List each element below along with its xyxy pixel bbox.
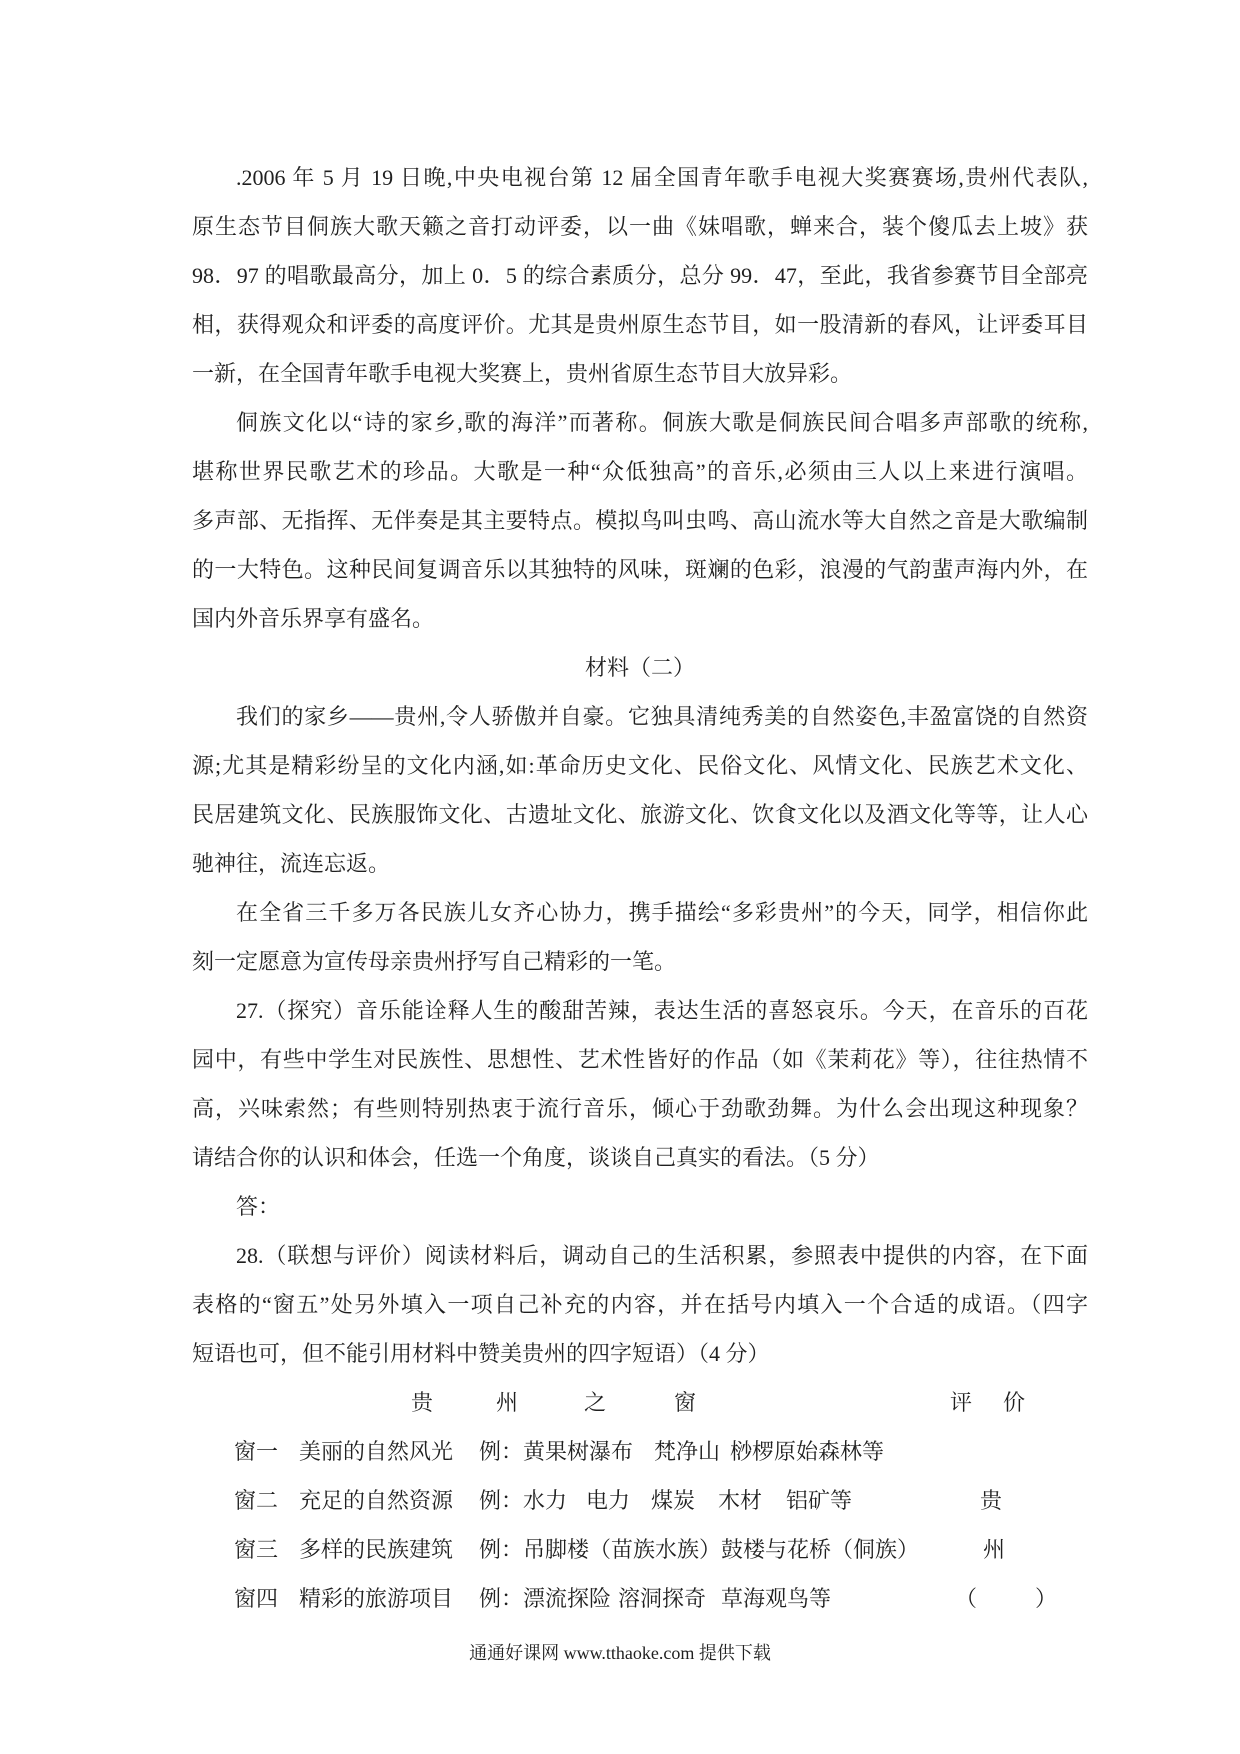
table-header-title-char: 贵 [411,1390,434,1415]
row-example: 梵净山 [654,1439,721,1464]
evaluation-blank-open: （ [955,1586,978,1611]
paragraph-line: 堪称世界民歌艺术的珍品。大歌是一种“众低独高”的音乐,必须由三人以上来进行演唱。 [192,459,1088,484]
paragraph-line: 我们的家乡——贵州,令人骄傲并自豪。它独具清纯秀美的自然姿色,丰盈富饶的自然资 [236,704,1088,729]
table-row [0,1476,1240,1525]
row-example: 电力 [586,1488,631,1513]
row-example: 例：水力 [479,1488,568,1513]
table-header-title-char: 州 [496,1390,519,1415]
table-header-evaluation-char: 评 [950,1390,973,1415]
paragraph-line: 相，获得观众和评委的高度评价。尤其是贵州原生态节目，如一股清新的春风，让评委耳目 [192,312,1088,337]
paragraph-line: 侗族文化以“诗的家乡,歌的海洋”而著称。侗族大歌是侗族民间合唱多声部歌的统称, [236,410,1088,435]
row-example: 草海观鸟等 [721,1586,832,1611]
paragraph-line: 在全省三千多万各民族儿女齐心协力，携手描绘“多彩贵州”的今天，同学，相信你此 [236,900,1088,925]
text-body [192,153,1088,1378]
row-evaluation: 州 [983,1537,1006,1562]
paragraph-line: 国内外音乐界享有盛名。 [192,606,435,631]
question-27-line: 高，兴味索然；有些则特别热衷于流行音乐，倾心于劲歌劲舞。为什么会出现这种现象？ [192,1096,1088,1121]
table-header [0,1378,1240,1427]
paragraph-line: 98．97 的唱歌最高分，加上 0．5 的综合素质分，总分 99．47，至此，我省参赛节目全部亮 [192,263,1088,288]
row-category: 充足的自然资源 [299,1488,454,1513]
row-example: 煤炭 [651,1488,696,1513]
paragraph-line: 刻一定愿意为宣传母亲贵州抒写自己精彩的一笔。 [192,949,677,974]
section-heading: 材料（二） [584,655,695,680]
row-category: 精彩的旅游项目 [299,1586,454,1611]
evaluation-blank-close: ） [1035,1586,1058,1611]
row-example: 铝矿等 [786,1488,853,1513]
question-27-line: 27.（探究）音乐能诠释人生的酸甜苦辣，表达生活的喜怒哀乐。今天，在音乐的百花 [236,998,1088,1023]
table-header-evaluation-char: 价 [1003,1390,1026,1415]
answer-label: 答： [236,1194,281,1219]
table-row [0,1525,1240,1574]
paragraph-line: 一新，在全国青年歌手电视大奖赛上，贵州省原生态节目大放异彩。 [192,361,853,386]
row-evaluation: 贵 [980,1488,1003,1513]
paragraph-line: 的一大特色。这种民间复调音乐以其独特的风味，斑斓的色彩，浪漫的气韵蜚声海内外，在 [192,557,1088,582]
row-example: 例：黄果树瀑布 [479,1439,634,1464]
question-28-line: 短语也可，但不能引用材料中赞美贵州的四字短语）（4 分） [192,1341,770,1366]
row-label: 窗三 [234,1537,279,1562]
row-category: 美丽的自然风光 [299,1439,454,1464]
question-28-line: 28.（联想与评价）阅读材料后，调动自己的生活积累，参照表中提供的内容，在下面 [236,1243,1088,1268]
table-row [0,1427,1240,1476]
row-label: 窗四 [234,1586,279,1611]
table-row [0,1574,1240,1623]
row-label: 窗二 [234,1488,279,1513]
question-28-line: 表格的“窗五”处另外填入一项自己补充的内容，并在括号内填入一个合适的成语。（四字 [192,1292,1088,1317]
paragraph-line: 原生态节目侗族大歌天籁之音打动评委，以一曲《妹唱歌，蝉来合，装个傻瓜去上坡》获 [192,214,1088,239]
row-category: 多样的民族建筑 [299,1537,454,1562]
table-header-title-char: 之 [584,1390,607,1415]
question-27-line: 园中，有些中学生对民族性、思想性、艺术性皆好的作品（如《茉莉花》等），往往热情不 [192,1047,1088,1072]
row-example: 溶洞探奇 [618,1586,707,1611]
paragraph-line: 驰神往，流连忘返。 [192,851,391,876]
row-example: 木材 [718,1488,763,1513]
paragraph-line: 民居建筑文化、民族服饰文化、古遗址文化、旅游文化、饮食文化以及酒文化等等，让人心 [192,802,1088,827]
table-header-title-char: 窗 [674,1390,697,1415]
paragraph-line: 源;尤其是精彩纷呈的文化内涵,如:革命历史文化、民俗文化、风情文化、民族艺术文化、 [192,753,1088,778]
row-example: 例：吊脚楼（苗族水族）鼓楼与花桥（侗族） [479,1537,920,1562]
paragraph-line: 多声部、无指挥、无伴奏是其主要特点。模拟鸟叫虫鸣、高山流水等大自然之音是大歌编制 [192,508,1088,533]
question-27-line: 请结合你的认识和体会，任选一个角度，谈谈自己真实的看法。（5 分） [192,1145,880,1170]
row-example: 例：漂流探险 [479,1586,612,1611]
paragraph-line: .2006 年 5 月 19 日晚,中央电视台第 12 届全国青年歌手电视大奖赛赛场,贵州代表队, [236,165,1088,190]
row-example: 桫椤原始森林等 [730,1439,885,1464]
footer-credit: 通通好课网 www.tthaoke.com 提供下载 [469,1643,771,1663]
row-label: 窗一 [234,1439,279,1464]
